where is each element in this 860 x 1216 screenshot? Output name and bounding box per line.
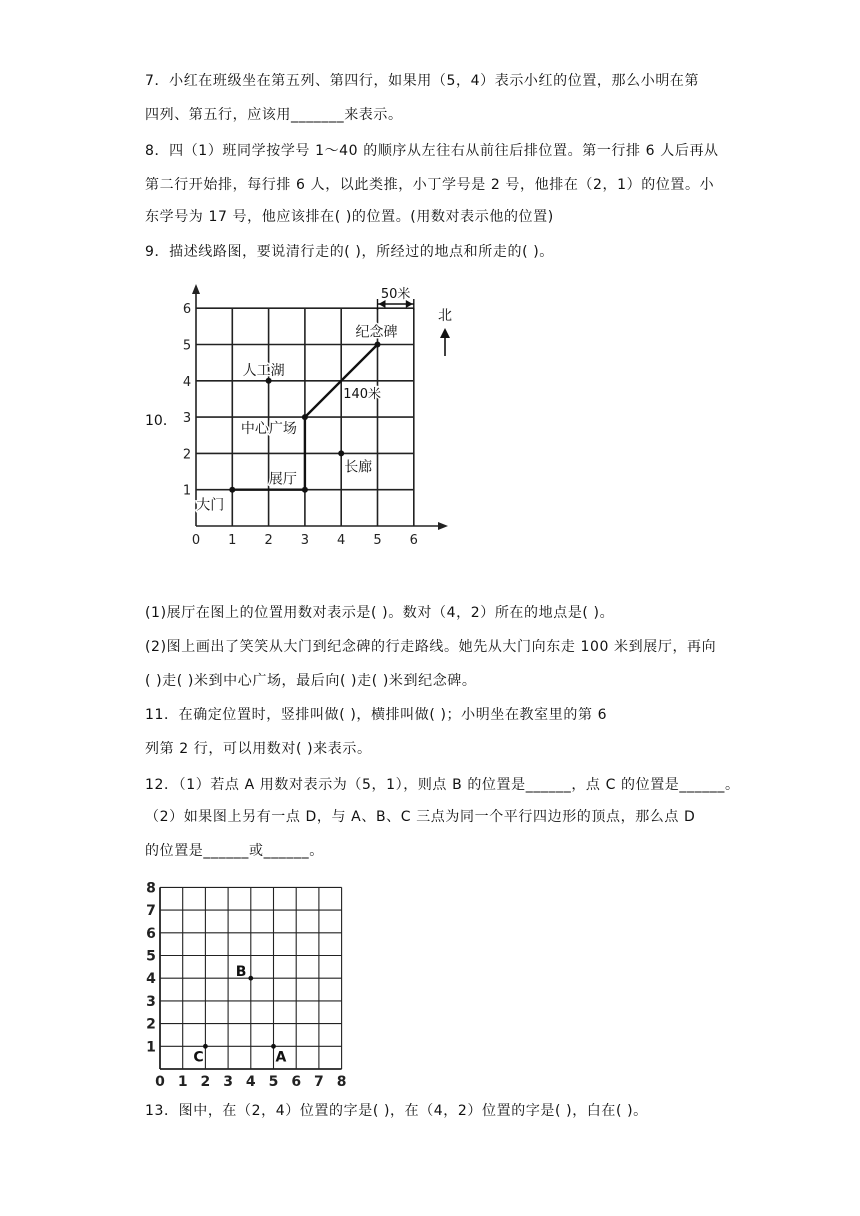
y-tick-label: 7 [146, 903, 156, 920]
x-tick-label: 8 [336, 1074, 347, 1090]
place-label: 中心广场 [240, 421, 297, 438]
x-tick-label: 0 [155, 1074, 165, 1090]
y-tick-label: 6 [182, 302, 192, 318]
q10-part1: (1)展厅在图上的位置用数对表示是( )。数对（4，2）所在的地点是( )。 [145, 605, 615, 621]
q8-line-2: 第二行开始排，每行排 6 人，以此类推，小丁学号是 2 号，他排在（2，1）的位置。小 [145, 177, 715, 193]
scale-label: 50米 [380, 287, 411, 302]
y-tick-label: 5 [146, 948, 156, 965]
point-dot [271, 1044, 276, 1049]
x-tick-label: 0 [191, 533, 201, 547]
x-tick-label: 5 [268, 1074, 279, 1090]
grid-tick-labels [146, 880, 346, 1090]
q9-line-1: 9．描述线路图，要说清行走的( )，所经过的地点和所走的( )。 [145, 244, 554, 260]
q13-line-1: 13．图中，在（2，4）位置的字是( )，在（4，2）位置的字是( )，白在( )。 [145, 1103, 648, 1119]
x-tick-label: 1 [228, 533, 237, 547]
y-tick-label: 4 [146, 971, 156, 988]
grid-points [193, 964, 286, 1065]
q11-line-2: 列第 2 行，可以用数对( )来表示。 [145, 741, 372, 757]
q10-part2-line-2: ( )走( )米到中心广场，最后向( )走( )米到纪念碑。 [145, 673, 477, 689]
north-arrow-icon [440, 328, 450, 338]
x-tick-label: 6 [291, 1074, 302, 1090]
north-label: 北 [438, 308, 452, 324]
y-tick-label: 5 [182, 338, 192, 354]
point-label: B [235, 964, 247, 981]
place-label: 大门 [196, 497, 225, 514]
x-tick-label: 5 [373, 533, 382, 547]
q7-line-2: 四列、第五行，应该用_______来表示。 [145, 107, 403, 123]
q11-line-1: 11．在确定位置时，竖排叫做( )，横排叫做( )；小明坐在教室里的第 6 [145, 707, 608, 723]
coordinate-grid [140, 868, 355, 1093]
y-tick-label: 8 [146, 880, 156, 897]
x-tick-label: 7 [314, 1074, 324, 1090]
place-dot [302, 414, 308, 420]
y-tick-label: 3 [146, 993, 156, 1010]
q8-line-3: 东学号为 17 号，他应该排在( )的位置。(用数对表示他的位置) [145, 209, 554, 225]
x-tick-label: 3 [300, 533, 310, 547]
y-tick-label: 1 [146, 1039, 156, 1056]
q8-line-1: 8．四（1）班同学按学号 1～40 的顺序从左往右从前往后排位置。第一行排 6 人后再从 [145, 143, 719, 159]
q12-line-3: 的位置是______或______。 [145, 843, 324, 859]
place-label: 纪念碑 [355, 324, 398, 341]
place-label: 人工湖 [242, 362, 285, 379]
place-dot [302, 487, 308, 493]
x-tick-label: 4 [337, 533, 346, 547]
place-label: 展厅 [268, 471, 297, 488]
point-label: C [193, 1049, 204, 1066]
y-tick-label: 1 [182, 483, 192, 499]
map-places [196, 324, 397, 514]
place-dot [229, 487, 235, 493]
y-tick-label: 2 [146, 1016, 156, 1033]
x-tick-label: 1 [177, 1074, 188, 1090]
y-tick-label: 3 [182, 411, 192, 427]
place-dot [375, 342, 381, 348]
x-tick-label: 2 [264, 533, 273, 547]
place-label: 长廊 [344, 459, 373, 476]
point-dot [203, 1044, 208, 1049]
place-dot [338, 450, 344, 456]
x-tick-label: 6 [409, 533, 418, 547]
y-axis-arrow [192, 284, 200, 294]
x-tick-label: 2 [200, 1074, 211, 1090]
q10-number: 10． [145, 413, 177, 429]
distance-label: 140米 [343, 386, 382, 402]
y-tick-label: 6 [146, 925, 156, 942]
y-tick-label: 4 [182, 374, 192, 390]
q12-line-2: （2）如果图上另有一点 D，与 A、B、C 三点为同一个平行四边形的顶点，那么点 D [145, 809, 696, 825]
point-label: A [275, 1049, 287, 1066]
x-tick-label: 3 [223, 1074, 233, 1090]
point-dot [248, 976, 253, 981]
q7-line-1: 7．小红在班级坐在第五列、第四行，如果用（5，4）表示小红的位置，那么小明在第 [145, 73, 700, 89]
x-tick-label: 4 [245, 1074, 256, 1090]
y-tick-label: 2 [182, 447, 192, 463]
route-map-diagram [172, 282, 462, 547]
q12-line-1: 12．（1）若点 A 用数对表示为（5，1），则点 B 的位置是______，点 C 的位置是______。 [145, 777, 740, 793]
x-axis-arrow [438, 522, 448, 530]
q10-part2-line-1: (2)图上画出了笑笑从大门到纪念碑的行走路线。她先从大门向东走 100 米到展厅，再向 [145, 639, 717, 655]
